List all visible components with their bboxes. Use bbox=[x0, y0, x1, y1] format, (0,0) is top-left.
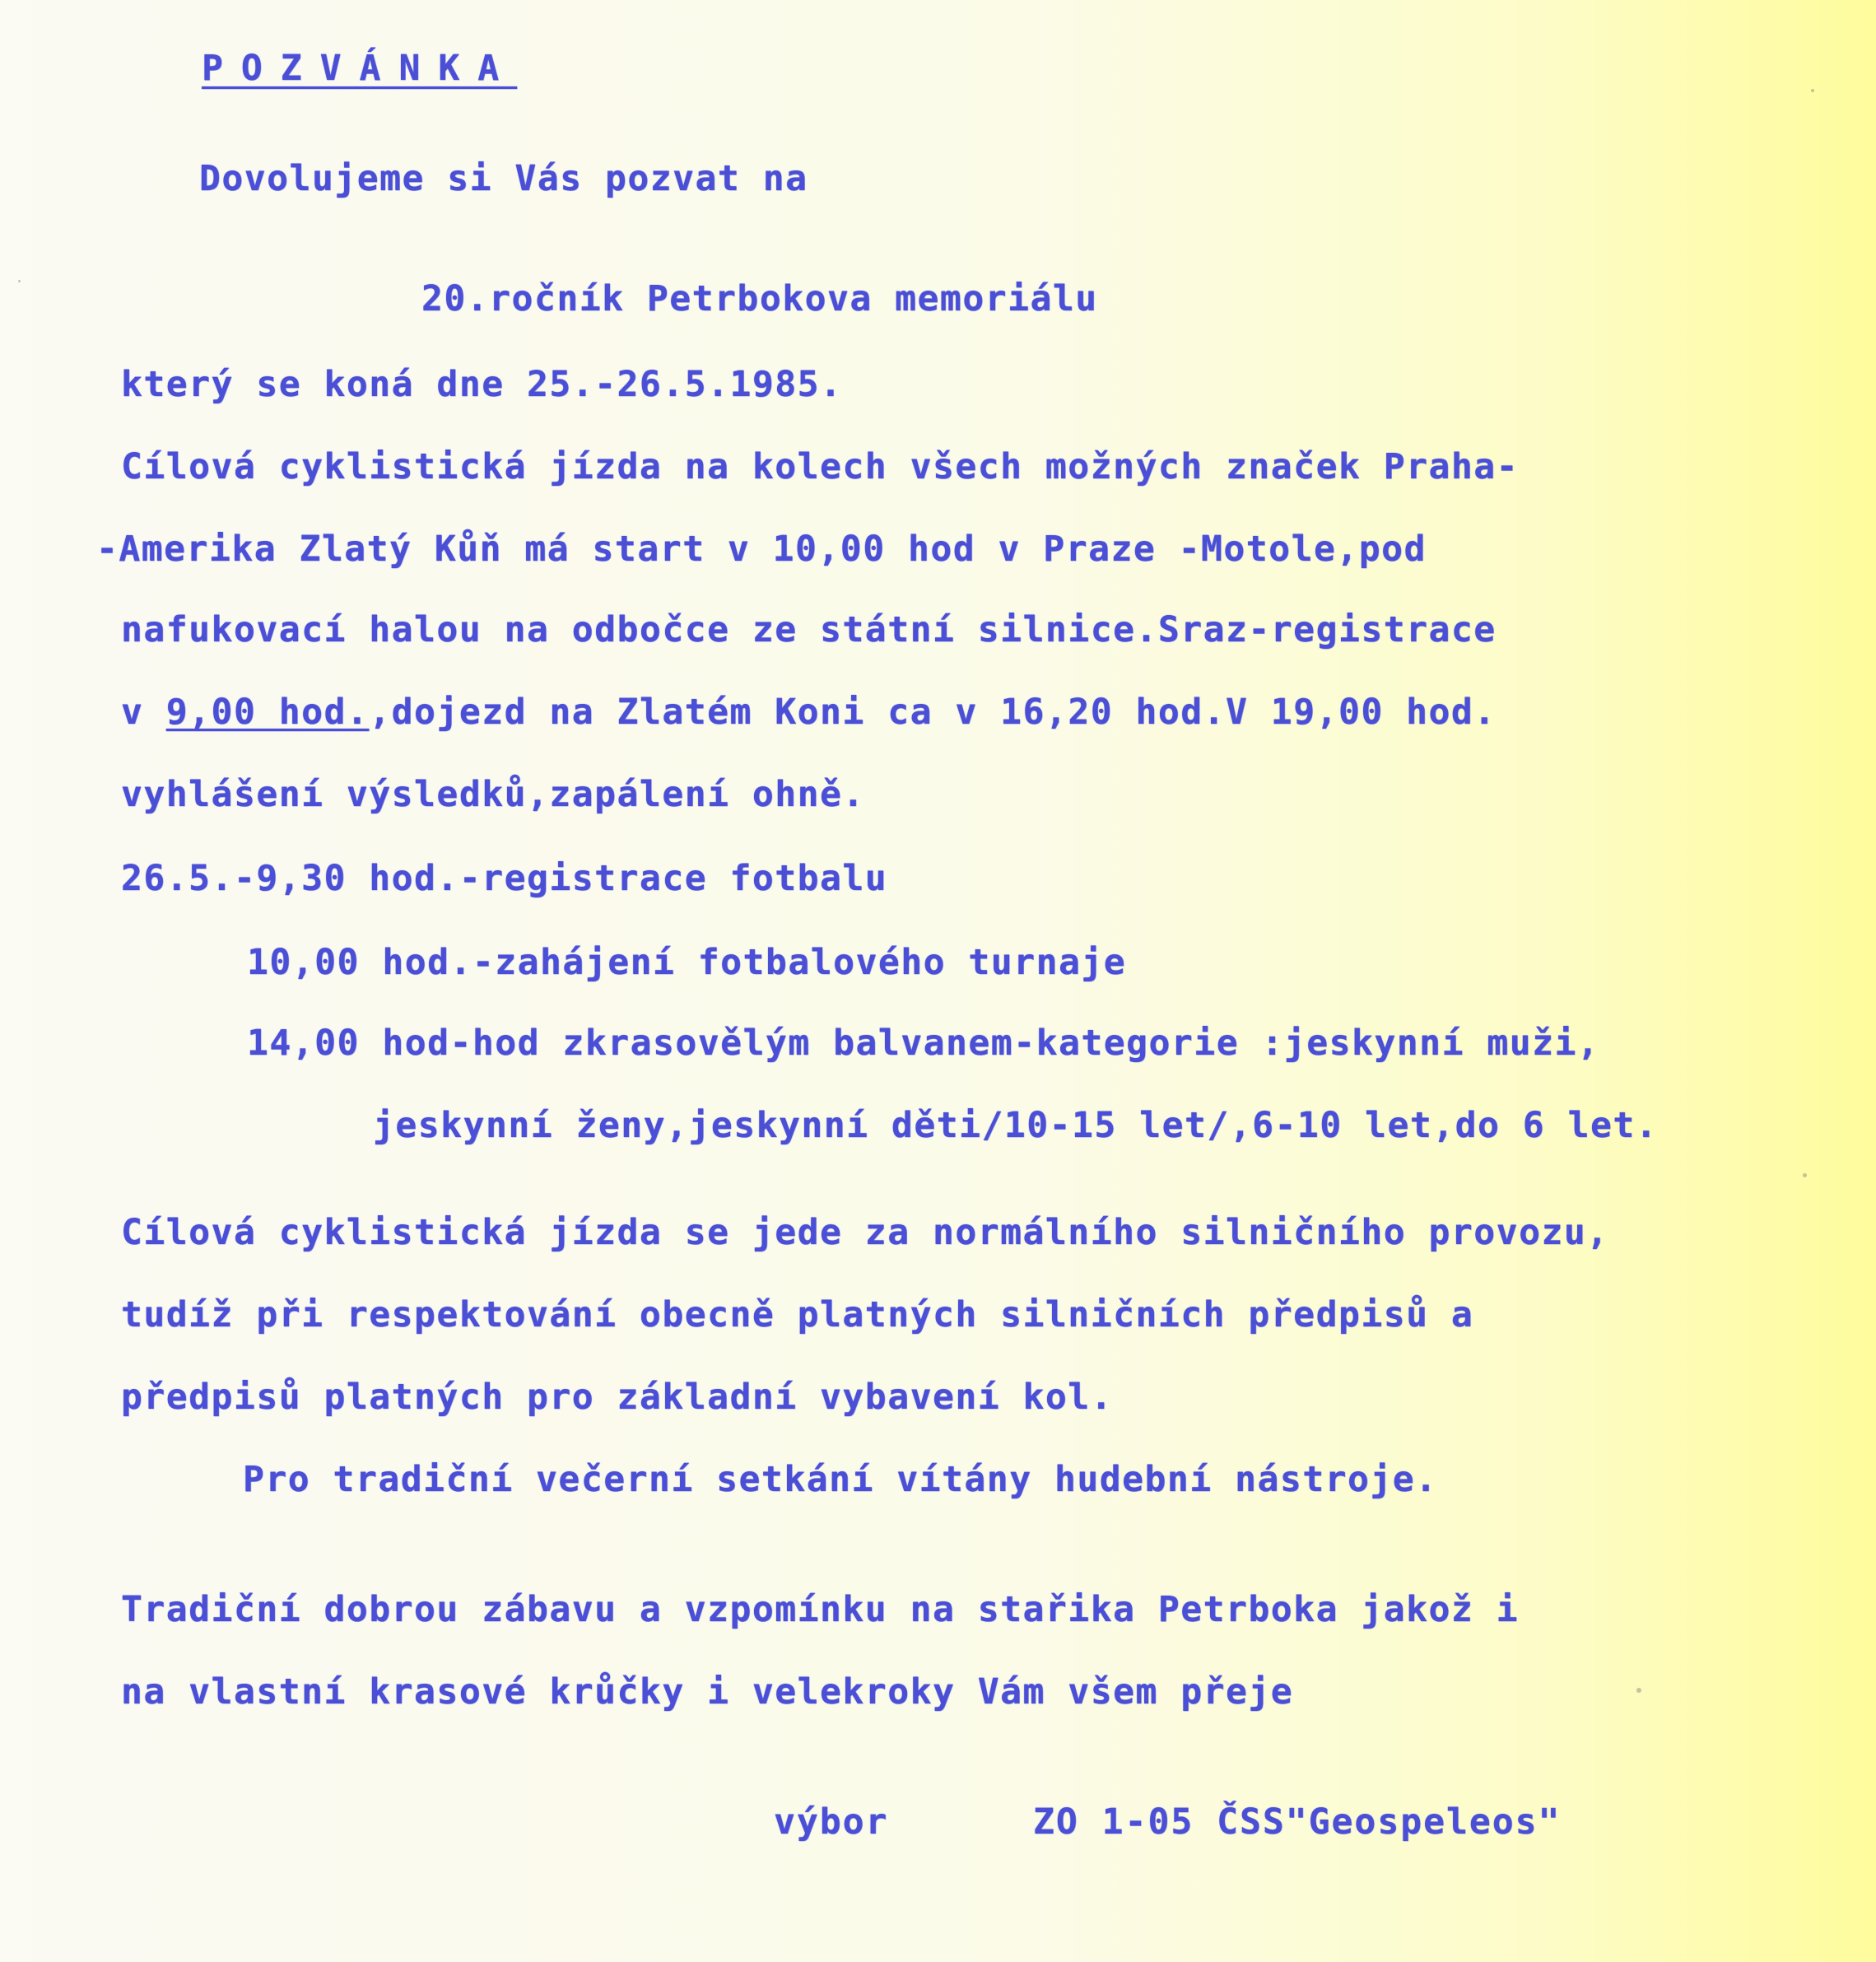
paper-speck bbox=[1636, 1688, 1641, 1693]
signature-organization: ZO 1-05 ČSS"Geospeleos" bbox=[1033, 1801, 1562, 1843]
paper-speck bbox=[18, 280, 21, 282]
schedule-tournament: 10,00 hod.-zahájení fotbalového turnaje bbox=[247, 942, 1127, 983]
event-name-line: 20.ročník Petrbokova memoriálu bbox=[421, 278, 1098, 319]
traffic-line-1: Cílová cyklistická jízda se jede za normálního silničního provozu, bbox=[121, 1212, 1609, 1253]
paper-speck bbox=[1803, 1173, 1807, 1177]
schedule-registration: 26.5.-9,30 hod.-registrace fotbalu bbox=[121, 858, 888, 899]
paper-speck bbox=[1811, 89, 1814, 92]
body-line-1: Cílová cyklistická jízda na kolech všech možných značek Praha- bbox=[121, 446, 1520, 487]
traffic-line-3: předpisů platných pro základní vybavení kol. bbox=[121, 1377, 1114, 1418]
time-line-underlined: 9,00 hod. bbox=[165, 692, 370, 733]
results-line: vyhlášení výsledků,zapálení ohně. bbox=[121, 774, 865, 815]
greeting-line: Dovolujeme si Vás pozvat na bbox=[199, 158, 808, 199]
time-line-suffix: ,dojezd na Zlatém Koni ca v 16,20 hod.V 19,00 hod. bbox=[369, 692, 1497, 733]
body-line-2: -Amerika Zlatý Kůň má start v 10,00 hod v Praze -Motole,pod bbox=[96, 529, 1427, 570]
signature-committee: výbor bbox=[774, 1801, 889, 1843]
traffic-line-2: tudíž při respektování obecně platných silničních předpisů a bbox=[121, 1294, 1474, 1335]
schedule-throw: 14,00 hod-hod zkrasovělým balvanem-kategorie :jeskynní muži, bbox=[247, 1023, 1600, 1064]
instruments-line: Pro tradiční večerní setkání vítány hudební nástroje. bbox=[243, 1459, 1438, 1500]
document-title: POZVÁNKA bbox=[202, 48, 518, 89]
time-line-prefix: v bbox=[121, 692, 166, 733]
schedule-categories: jeskynní ženy,jeskynní děti/10-15 let/,6-10 let,do 6 let. bbox=[373, 1105, 1659, 1146]
closing-line-1: Tradiční dobrou zábavu a vzpomínku na stařika Petrboka jakož i bbox=[121, 1589, 1520, 1630]
closing-line-2: na vlastní krasové krůčky i velekroky Vám všem přeje bbox=[121, 1671, 1294, 1713]
body-line-3: nafukovací halou na odbočce ze státní silnice.Sraz-registrace bbox=[121, 609, 1497, 650]
time-line bbox=[121, 690, 1497, 734]
date-line: který se koná dne 25.-26.5.1985. bbox=[121, 364, 843, 405]
